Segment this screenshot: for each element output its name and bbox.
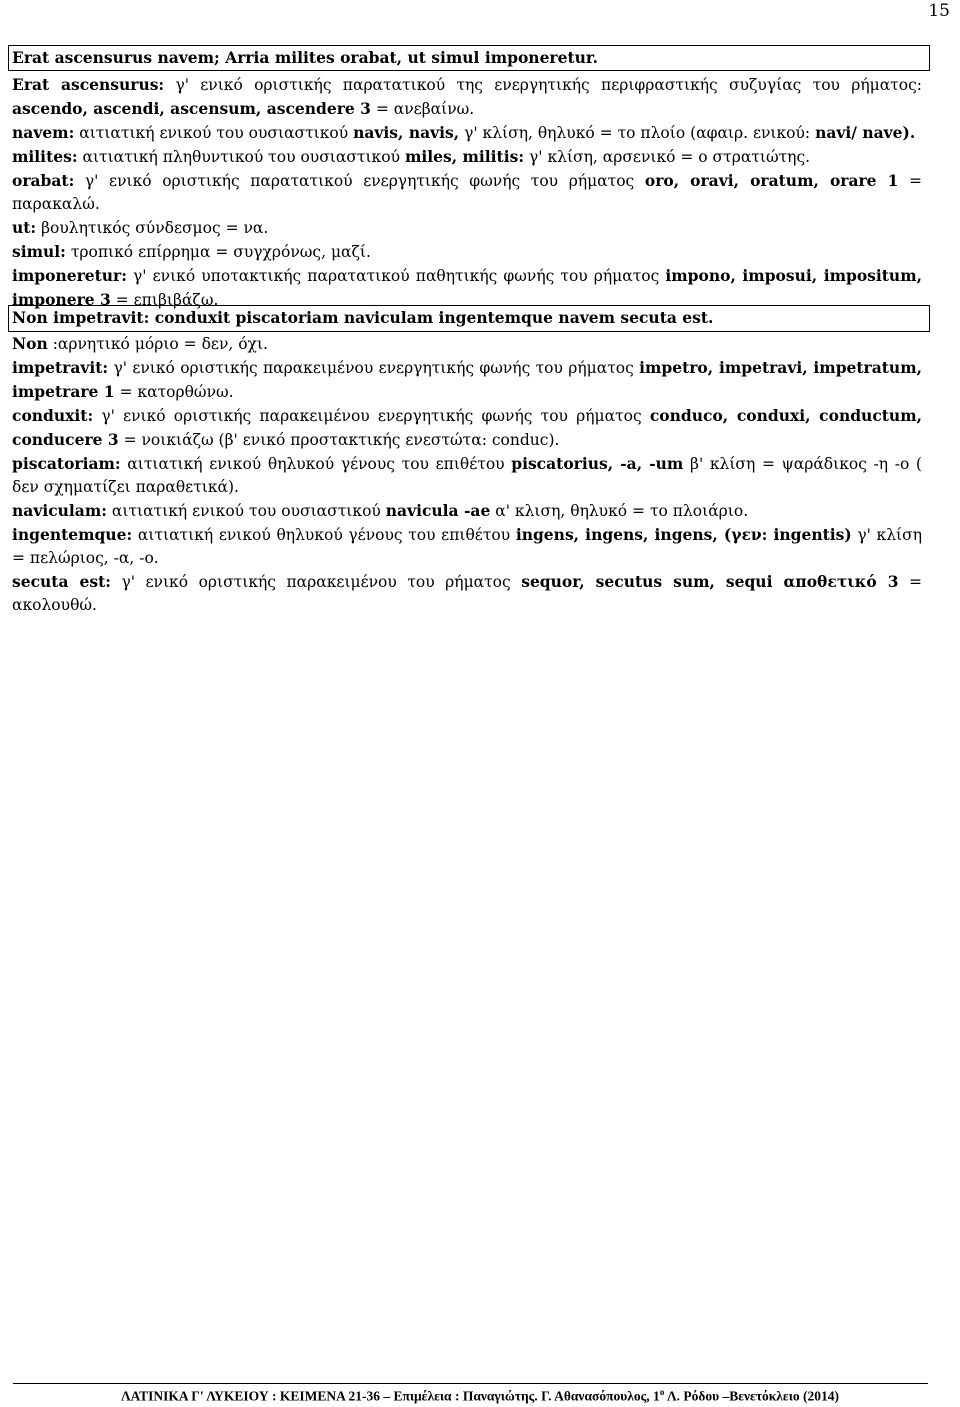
gloss-text: αιτιατική ενικού του ουσιαστικού: [74, 124, 354, 142]
footer-text-end: Λ. Ρόδου –Βενετόκλειο (2014): [664, 1388, 839, 1404]
gloss-text: γ' ενικό οριστικής παρατατικού της ενεργητικής περιφραστικής συζυγίας του ρήματος:: [164, 76, 922, 94]
gloss-text: γ' ενικό οριστικής παρακειμένου ενεργητικής φωνής του ρήματος: [93, 407, 650, 425]
glossary-term: conduxit:: [12, 406, 94, 425]
latin-sentence-box: Erat ascensurus navem; Arria milites orabat, ut simul imponeretur.: [8, 45, 930, 71]
latin-form: sequor, secutus sum, sequi αποθετικό 3: [521, 572, 899, 591]
latin-form: impono, imposui, impositum, imponere 3: [12, 266, 923, 309]
glossary-block-1: [12, 73, 922, 312]
latin-form: conduco, conduxi, conductum, conducere 3: [12, 406, 922, 449]
glossary-term: ut:: [12, 218, 37, 237]
glossary-entry: [12, 570, 922, 617]
gloss-text: γ' κλίση = πελώριος, -α, -ο.: [12, 526, 922, 567]
glossary-term: impetravit:: [12, 358, 109, 377]
gloss-text: = νοικιάζω (β' ενικό προστακτικής ενεστώτα: conduc).: [118, 431, 560, 449]
glossary-term: naviculam:: [12, 501, 107, 520]
gloss-text: γ' ενικό οριστικής παρακειμένου του ρήματος: [110, 573, 522, 591]
latin-form: piscatorius, -a, -um: [511, 454, 684, 473]
glossary-entry: [12, 404, 922, 452]
gloss-text: γ' ενικό υποτακτικής παρατατικού παθητικής φωνής του ρήματος: [126, 267, 666, 285]
glossary-entry: [12, 121, 922, 145]
glossary-entry: [12, 145, 922, 169]
page-footer: [0, 1387, 960, 1405]
gloss-text: = επιβιβάζω.: [110, 291, 219, 309]
glossary-term: navem:: [12, 123, 75, 142]
glossary-term: imponeretur:: [12, 266, 127, 285]
gloss-text: γ' κλίση, θηλυκό = το πλοίο (αφαιρ. ενικού:: [459, 124, 816, 142]
latin-form: navicula -ae: [385, 501, 491, 520]
glossary-entry: [12, 240, 922, 264]
latin-form: oro, oravi, oratum, orare 1: [644, 171, 899, 190]
glossary-term: Erat ascensurus:: [12, 75, 165, 94]
glossary-entry: [12, 499, 922, 523]
gloss-text: αιτιατική ενικού θηλυκού γένους του επιθέτου: [120, 455, 512, 473]
glossary-term: ingentemque:: [12, 525, 133, 544]
footer-text: ΛΑΤΙΝΙΚΑ Γ' ΛΥΚΕΙΟΥ : ΚΕΙΜΕΝΑ 21-36 – Επιμέλεια : Παναγιώτης. Γ. Αθανασόπουλος, 1: [120, 1388, 660, 1404]
glossary-entry: [12, 523, 922, 570]
gloss-text: βουλητικός σύνδεσμος = να.: [36, 219, 269, 237]
gloss-text: = ανεβαίνω.: [370, 100, 475, 118]
gloss-text: γ' κλίση, αρσενικό = ο στρατιώτης.: [524, 148, 811, 166]
gloss-text: αιτιατική πληθυντικού του ουσιαστικού: [77, 148, 405, 166]
glossary-term: milites:: [12, 147, 78, 166]
gloss-text: β' κλίση = ψαράδικος -η -ο ( δεν σχηματίζει παραθετικά).: [12, 455, 922, 496]
gloss-text: γ' ενικό οριστικής παρατατικού ενεργητικής φωνής του ρήματος: [74, 172, 645, 190]
latin-form: navis, navis,: [353, 123, 460, 142]
glossary-term: orabat:: [12, 171, 75, 190]
gloss-text: = ακολουθώ.: [12, 573, 922, 614]
latin-form: ascendo, ascendi, ascensum, ascendere 3: [12, 99, 371, 118]
glossary-block-2: [12, 332, 922, 617]
latin-form: navi/ nave).: [815, 123, 916, 142]
gloss-text: = παρακαλώ.: [12, 172, 922, 213]
glossary-entry: [12, 452, 922, 499]
gloss-text: τροπικό επίρρημα = συγχρόνως, μαζί.: [65, 243, 371, 261]
footer-superscript: ο: [659, 1387, 665, 1397]
glossary-term: simul:: [12, 242, 66, 261]
latin-form: ingens, ingens, ingens, (γεν: ingentis): [515, 525, 852, 544]
glossary-term: piscatoriam:: [12, 454, 121, 473]
glossary-term: secuta est:: [12, 572, 111, 591]
gloss-text: α' κλιση, θηλυκό = το πλοιάριο.: [490, 502, 749, 520]
glossary-entry: [12, 332, 922, 356]
gloss-text: γ' ενικό οριστικής παρακειμένου ενεργητικής φωνής του ρήματος: [108, 359, 640, 377]
latin-form: impetro, impetravi, impetratum, impetrare 1: [12, 358, 922, 401]
latin-sentence-box: Non impetravit: conduxit piscatoriam naviculam ingentemque navem secuta est.: [8, 305, 930, 332]
page-number: 15: [928, 1, 950, 21]
latin-form: miles, militis:: [404, 147, 525, 166]
gloss-text: :αρνητικό μόριο = δεν, όχι.: [47, 335, 268, 353]
gloss-text: αιτιατική ενικού θηλυκού γένους του επιθέτου: [132, 526, 516, 544]
glossary-entry: [12, 169, 922, 216]
footer-divider: [13, 1383, 928, 1384]
glossary-entry: [12, 216, 922, 240]
glossary-entry: [12, 73, 922, 121]
gloss-text: = κατορθώνω.: [114, 383, 234, 401]
glossary-term: Non: [12, 334, 48, 353]
gloss-text: αιτιατική ενικού του ουσιαστικού: [106, 502, 386, 520]
glossary-entry: [12, 356, 922, 404]
